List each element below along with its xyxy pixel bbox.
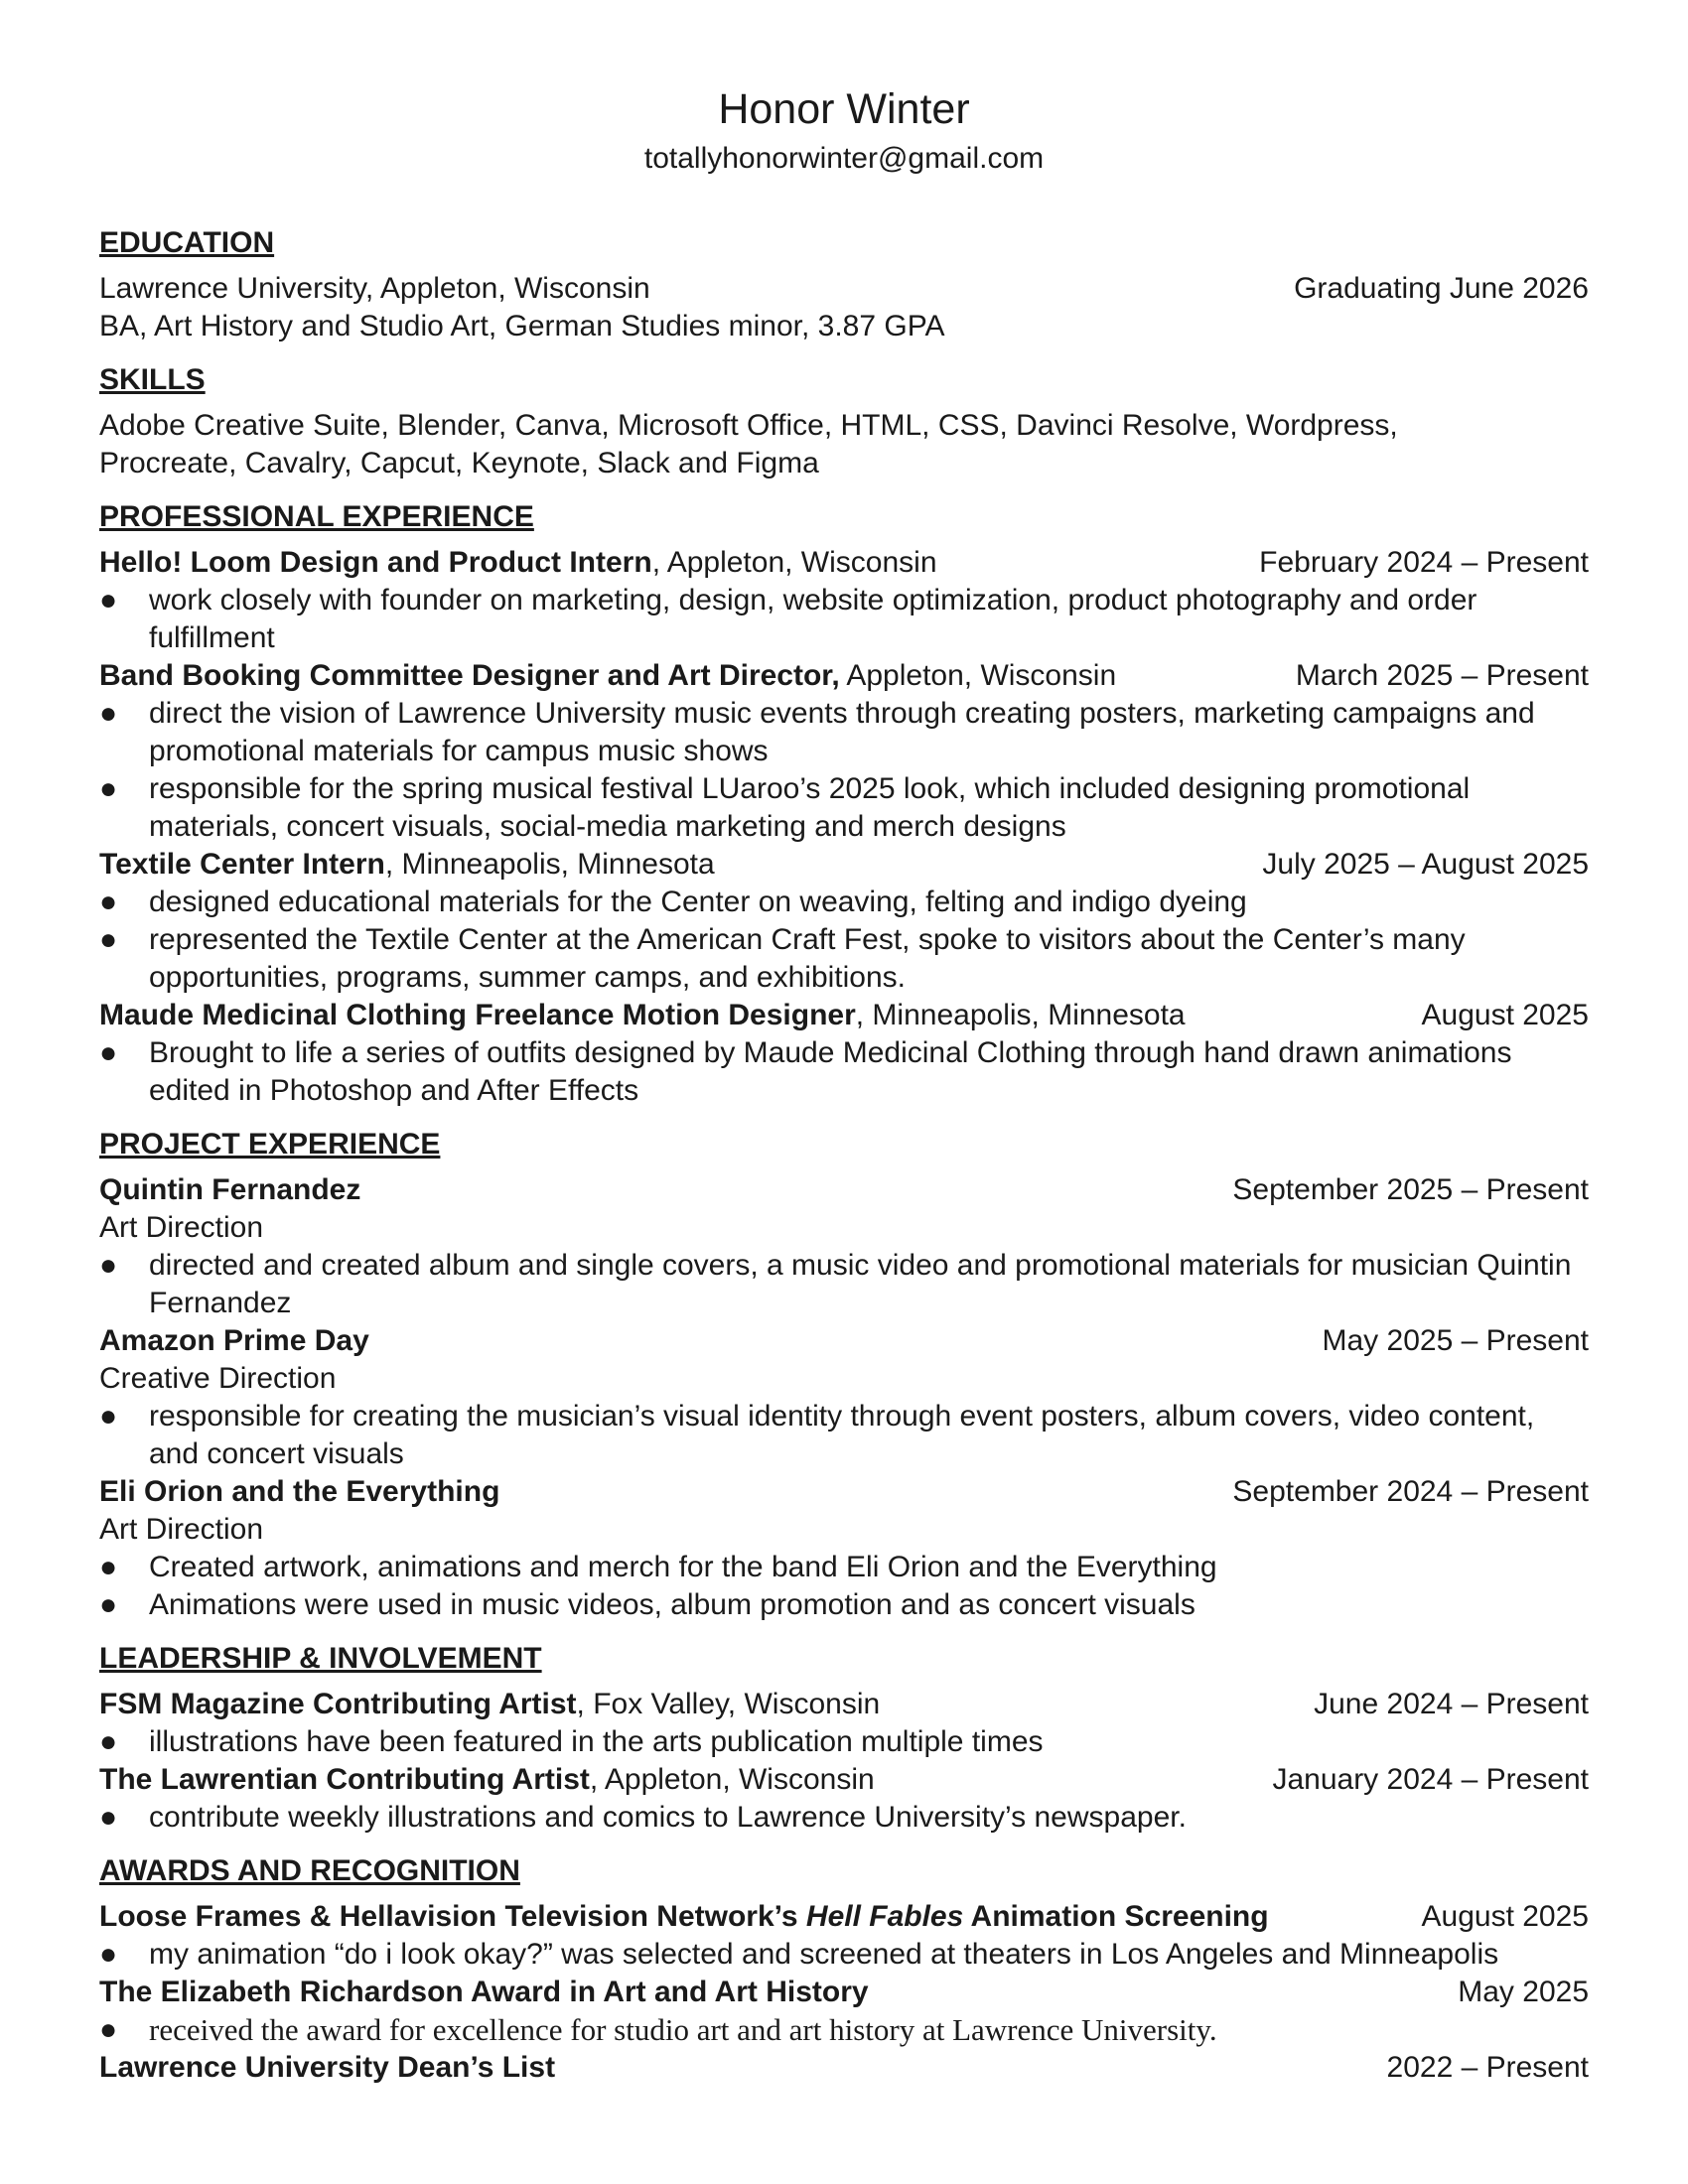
bullet-icon: ● xyxy=(99,886,118,918)
project-row xyxy=(99,1171,1589,1209)
bullet-text: Created artwork, animations and merch for the band Eli Orion and the Everything xyxy=(149,1551,1217,1583)
award-title-pre: Loose Frames & Hellavision Television Network’s xyxy=(99,1900,806,1933)
list-item xyxy=(99,1034,1589,1110)
degree-line: BA, Art History and Studio Art, German Studies minor, 3.87 GPA xyxy=(99,310,945,342)
professional-section xyxy=(99,498,1589,1110)
bullet-icon: ● xyxy=(99,1551,118,1583)
bullet-icon: ● xyxy=(99,1249,118,1282)
award-date: August 2025 xyxy=(1421,1900,1589,1933)
job-location: , Minneapolis, Minnesota xyxy=(855,999,1186,1031)
job-location: , Minneapolis, Minnesota xyxy=(384,848,715,881)
list-item xyxy=(99,884,1589,921)
professional-heading: PROFESSIONAL EXPERIENCE xyxy=(99,500,534,533)
bullet-icon: ● xyxy=(99,1588,118,1621)
project-name: Amazon Prime Day xyxy=(99,1324,369,1357)
bullet-icon: ● xyxy=(99,923,118,956)
project-date: May 2025 – Present xyxy=(1322,1324,1589,1357)
list-item xyxy=(99,1936,1589,1974)
bullet-text: my animation “do i look okay?” was selected and screened at theaters in Los Angeles and Minneapolis xyxy=(149,1938,1499,1971)
bullet-icon: ● xyxy=(99,772,118,805)
education-section xyxy=(99,224,1589,345)
leadership-role: FSM Magazine Contributing Artist xyxy=(99,1688,577,1720)
list-item xyxy=(99,582,1589,657)
bullet-text: Brought to life a series of outfits designed by Maude Medicinal Clothing through hand drawn animations edited in Photoshop and After Effects xyxy=(149,1036,1512,1107)
education-row xyxy=(99,270,1589,308)
leadership-date: January 2024 – Present xyxy=(1272,1763,1589,1796)
bullet-icon: ● xyxy=(99,584,118,616)
award-title-post: Animation Screening xyxy=(963,1900,1269,1933)
list-item xyxy=(99,770,1589,846)
award-title xyxy=(99,1898,1269,1936)
project-row xyxy=(99,1322,1589,1360)
bullet-icon: ● xyxy=(99,1725,118,1758)
award-row xyxy=(99,1898,1589,1936)
list-item xyxy=(99,1398,1589,1473)
job-date: February 2024 – Present xyxy=(1259,546,1589,579)
award-title-italic: Hell Fables xyxy=(805,1900,964,1933)
bullet-icon: ● xyxy=(99,1400,118,1433)
job-role: Band Booking Committee Designer and Art Director, xyxy=(99,659,840,692)
skills-line-2: Procreate, Cavalry, Capcut, Keynote, Slack and Figma xyxy=(99,447,819,479)
bullet-icon: ● xyxy=(99,1801,118,1834)
award-date: May 2025 xyxy=(1458,1976,1589,2008)
award-date: 2022 – Present xyxy=(1386,2051,1589,2084)
leadership-row xyxy=(99,1761,1589,1799)
bullet-icon: ● xyxy=(99,1938,118,1971)
job-date: July 2025 – August 2025 xyxy=(1262,848,1589,881)
project-name: Quintin Fernandez xyxy=(99,1173,361,1206)
job-role: Hello! Loom Design and Product Intern xyxy=(99,546,652,579)
bullet-text: work closely with founder on marketing, design, website optimization, product photography and order fulfillment xyxy=(149,584,1477,654)
bullet-text: directed and created album and single covers, a music video and promotional materials for musician Quintin Fernandez xyxy=(149,1249,1572,1319)
bullet-icon: ● xyxy=(99,697,118,730)
bullet-text: illustrations have been featured in the arts publication multiple times xyxy=(149,1725,1044,1758)
award-title: Lawrence University Dean’s List xyxy=(99,2051,556,2084)
job-role: Maude Medicinal Clothing Freelance Motion Designer xyxy=(99,999,856,1031)
awards-heading: AWARDS AND RECOGNITION xyxy=(99,1854,520,1887)
school-name: Lawrence University, Appleton, Wisconsin xyxy=(99,272,650,305)
list-item xyxy=(99,921,1589,997)
leadership-role: The Lawrentian Contributing Artist xyxy=(99,1763,590,1796)
projects-heading: PROJECT EXPERIENCE xyxy=(99,1128,441,1160)
bullet-text: contribute weekly illustrations and comics to Lawrence University’s newspaper. xyxy=(149,1801,1187,1834)
project-row xyxy=(99,1473,1589,1511)
list-item xyxy=(99,1247,1589,1322)
graduation-date: Graduating June 2026 xyxy=(1294,272,1589,305)
leadership-location: , Appleton, Wisconsin xyxy=(589,1763,875,1796)
leadership-heading: LEADERSHIP & INVOLVEMENT xyxy=(99,1642,542,1675)
project-name: Eli Orion and the Everything xyxy=(99,1475,500,1508)
bullet-text: direct the vision of Lawrence University music events through creating posters, marketing campaigns and promotional materials for campus music shows xyxy=(149,697,1535,767)
leadership-section xyxy=(99,1640,1589,1837)
award-row xyxy=(99,1974,1589,2011)
awards-section xyxy=(99,1852,1589,2087)
leadership-location: , Fox Valley, Wisconsin xyxy=(576,1688,881,1720)
job-location: Appleton, Wisconsin xyxy=(839,659,1117,692)
job-row xyxy=(99,846,1589,884)
email-address[interactable]: totallyhonorwinter@gmail.com xyxy=(643,142,1045,175)
leadership-date: June 2024 – Present xyxy=(1314,1688,1589,1720)
bullet-text: represented the Textile Center at the American Craft Fest, spoke to visitors about the Center’s many opportunities, programs, summer camps, and exhibitions. xyxy=(149,923,1466,994)
job-row xyxy=(99,657,1589,695)
resume-name: Honor Winter xyxy=(718,85,970,133)
project-role: Art Direction xyxy=(99,1211,264,1244)
bullet-text: received the award for excellence for studio art and art history at Lawrence University. xyxy=(149,2012,1217,2047)
bullet-icon: ● xyxy=(99,1036,118,1069)
list-item xyxy=(99,1586,1589,1624)
job-date: March 2025 – Present xyxy=(1295,659,1589,692)
award-row xyxy=(99,2049,1589,2087)
skills-section xyxy=(99,361,1589,482)
education-heading: EDUCATION xyxy=(99,226,275,259)
bullet-text: responsible for the spring musical festival LUaroo’s 2025 look, which included designing promotional materials, concert visuals, social-media marketing and merch designs xyxy=(149,772,1471,843)
project-date: September 2024 – Present xyxy=(1232,1475,1589,1508)
bullet-text: responsible for creating the musician’s visual identity through event posters, album covers, video content, and concert visuals xyxy=(149,1400,1535,1470)
job-location: , Appleton, Wisconsin xyxy=(651,546,937,579)
resume-page xyxy=(99,83,1589,2087)
job-row xyxy=(99,997,1589,1034)
bullet-text: designed educational materials for the Center on weaving, felting and indigo dyeing xyxy=(149,886,1247,918)
job-row xyxy=(99,544,1589,582)
job-date: August 2025 xyxy=(1421,999,1589,1031)
skills-heading: SKILLS xyxy=(99,363,206,396)
bullet-icon: ● xyxy=(99,2013,118,2046)
leadership-row xyxy=(99,1686,1589,1723)
skills-line-1: Adobe Creative Suite, Blender, Canva, Microsoft Office, HTML, CSS, Davinci Resolve, Wordpress, xyxy=(99,409,1398,442)
list-item xyxy=(99,1723,1589,1761)
bullet-text: Animations were used in music videos, album promotion and as concert visuals xyxy=(149,1588,1196,1621)
list-item xyxy=(99,1549,1589,1586)
project-role: Art Direction xyxy=(99,1513,264,1546)
list-item xyxy=(99,1799,1589,1837)
job-role: Textile Center Intern xyxy=(99,848,385,881)
project-date: September 2025 – Present xyxy=(1232,1173,1589,1206)
list-item xyxy=(99,695,1589,770)
project-role: Creative Direction xyxy=(99,1362,337,1395)
projects-section xyxy=(99,1126,1589,1624)
list-item xyxy=(99,2011,1589,2049)
award-title: The Elizabeth Richardson Award in Art and Art History xyxy=(99,1976,869,2008)
